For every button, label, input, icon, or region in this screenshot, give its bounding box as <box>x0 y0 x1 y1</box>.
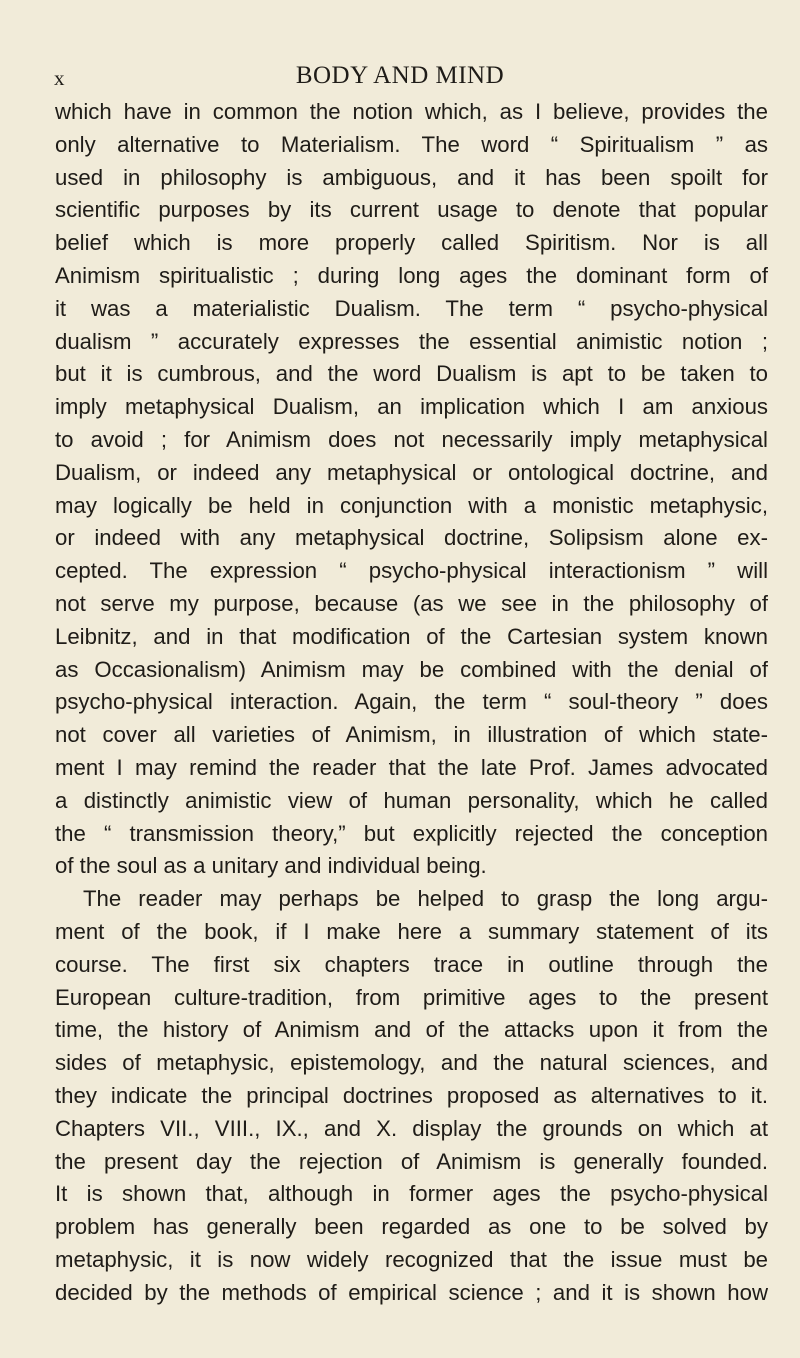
text-line: course. The first six chapters trace in outline through the <box>55 951 768 977</box>
text-line: the present day the rejection of Animism is generally founded. <box>55 1148 768 1174</box>
text-line: or indeed with any metaphysical doctrine, Solipsism alone ex- <box>55 525 768 551</box>
text-line: may logically be held in conjunction with a monistic metaphysic, <box>55 492 768 518</box>
text-line: to avoid ; for Animism does not necessarily imply metaphysical <box>55 426 768 452</box>
paragraph-end-line: of the soul as a unitary and individual being. <box>55 853 487 879</box>
text-line: ment I may remind the reader that the late Prof. James advocated <box>55 754 768 780</box>
text-line: but it is cumbrous, and the word Dualism is apt to be taken to <box>55 361 768 387</box>
text-line: Leibnitz, and in that modification of the Cartesian system known <box>55 623 768 649</box>
text-line: Dualism, or indeed any metaphysical or ontological doctrine, and <box>55 459 768 485</box>
text-line: not serve my purpose, because (as we see in the philosophy of <box>55 590 768 616</box>
text-line: used in philosophy is ambiguous, and it has been spoilt for <box>55 164 768 190</box>
paragraph-start-line: The reader may perhaps be helped to grasp the long argu- <box>83 886 768 912</box>
text-line: they indicate the principal doctrines proposed as alternatives to it. <box>55 1082 768 1108</box>
text-line: imply metaphysical Dualism, an implication which I am anxious <box>55 394 768 420</box>
text-line: decided by the methods of empirical science ; and it is shown how <box>55 1279 768 1305</box>
text-line: the “ transmission theory,” but explicitly rejected the conception <box>55 820 768 846</box>
page-number: x <box>54 66 66 90</box>
text-line: metaphysic, it is now widely recognized that the issue must be <box>55 1246 768 1272</box>
text-line: which have in common the notion which, as I believe, provides the <box>55 99 768 124</box>
text-line: ment of the book, if I make here a summary statement of its <box>55 918 768 944</box>
text-line: Chapters VII., VIII., IX., and X. display the grounds on which at <box>55 1115 768 1141</box>
text-line: time, the history of Animism and of the attacks upon it from the <box>55 1017 768 1043</box>
text-line: it was a materialistic Dualism. The term “ psycho-physical <box>55 295 768 321</box>
text-line: European culture-tradition, from primitive ages to the present <box>55 984 768 1010</box>
text-line: cepted. The expression “ psycho-physical interactionism ” will <box>55 558 768 584</box>
text-line: a distinctly animistic view of human personality, which he called <box>55 787 768 813</box>
text-line: belief which is more properly called Spiritism. Nor is all <box>55 230 768 256</box>
body-text <box>55 96 768 1309</box>
text-line: not cover all varieties of Animism, in illustration of which state- <box>55 722 768 748</box>
text-line: dualism ” accurately expresses the essential animistic notion ; <box>55 328 768 354</box>
text-line: only alternative to Materialism. The word “ Spiritualism ” as <box>55 131 768 157</box>
text-line: sides of metaphysic, epistemology, and the natural sciences, and <box>55 1050 768 1076</box>
page-header <box>0 58 800 98</box>
text-line: problem has generally been regarded as one to be solved by <box>55 1214 768 1240</box>
text-line: as Occasionalism) Animism may be combined with the denial of <box>55 656 768 682</box>
running-head: BODY AND MIND <box>295 62 505 89</box>
text-line: psycho-physical interaction. Again, the term “ soul-theory ” does <box>55 689 768 715</box>
text-line: scientific purposes by its current usage to denote that popular <box>55 197 768 223</box>
text-line: Animism spiritualistic ; during long ages the dominant form of <box>55 262 768 288</box>
text-line: It is shown that, although in former ages the psycho-physical <box>55 1181 768 1207</box>
